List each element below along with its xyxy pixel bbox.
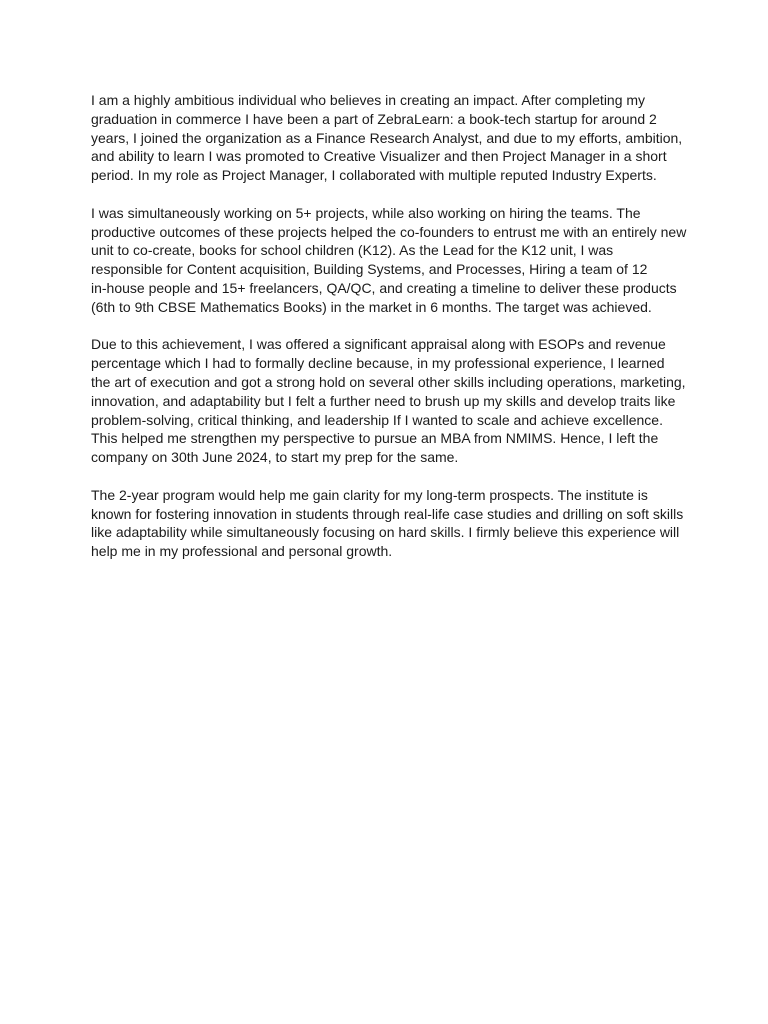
text-line: productive outcomes of these projects helped the co-founders to entrust me with an entirely new	[91, 223, 687, 240]
text-line: unit to co-create, books for school children (K12). As the Lead for the K12 unit, I was	[91, 242, 614, 259]
text-line: I am a highly ambitious individual who believes in creating an impact. After completing my	[91, 92, 646, 108]
text-line: innovation, and adaptability but I felt a further need to brush up my skills and develop traits like	[91, 392, 676, 409]
text-line: Due to this achievement, I was offered a significant appraisal along with ESOPs and revenue	[91, 336, 666, 353]
text-line: the art of execution and got a strong hold on several other skills including operations, marketing,	[91, 373, 686, 390]
text-line: percentage which I had to formally decline because, in my professional experience, I learned	[91, 355, 665, 372]
text-line: in-house people and 15+ freelancers, QA/QC, and creating a timeline to deliver these products	[91, 279, 677, 296]
text-line: company on 30th June 2024, to start my prep for the same.	[91, 449, 459, 466]
text-line: and ability to learn I was promoted to Creative Visualizer and then Project Manager in a short	[91, 148, 667, 165]
text-line: graduation in commerce I have been a part of ZebraLearn: a book-tech startup for around 2	[91, 110, 657, 127]
paragraph	[91, 335, 691, 467]
paragraph	[91, 486, 691, 561]
paragraph	[91, 204, 691, 317]
text-line: responsible for Content acquisition, Building Systems, and Processes, Hiring a team of 12	[91, 261, 648, 278]
text-line: (6th to 9th CBSE Mathematics Books) in the market in 6 months. The target was achieved.	[91, 298, 652, 315]
text-line: period. In my role as Project Manager, I collaborated with multiple reputed Industry Experts.	[91, 167, 657, 184]
text-line: I was simultaneously working on 5+ projects, while also working on hiring the teams. The	[91, 204, 641, 221]
text-line: The 2-year program would help me gain clarity for my long-term prospects. The institute is	[91, 486, 648, 503]
document-body	[91, 91, 691, 580]
text-line: known for fostering innovation in students through real-life case studies and drilling on soft skills	[91, 505, 684, 522]
text-line: years, I joined the organization as a Finance Research Analyst, and due to my efforts, ambition,	[91, 129, 683, 146]
text-line: problem-solving, critical thinking, and leadership If I wanted to scale and achieve excellence.	[91, 411, 663, 428]
paragraph	[91, 91, 691, 185]
text-line: This helped me strengthen my perspective to pursue an MBA from NMIMS. Hence, I left the	[91, 430, 659, 447]
text-line: help me in my professional and personal growth.	[91, 543, 393, 560]
text-line: like adaptability while simultaneously focusing on hard skills. I firmly believe this experience will	[91, 524, 680, 541]
